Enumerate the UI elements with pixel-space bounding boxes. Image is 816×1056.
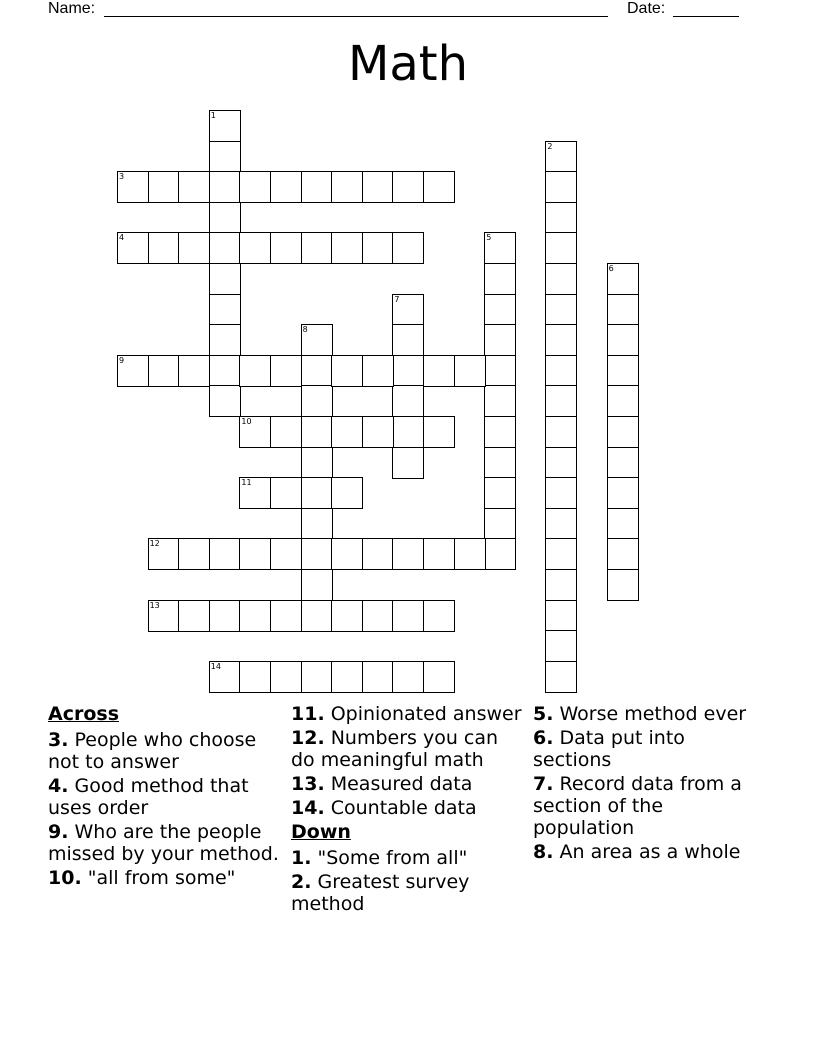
crossword-cell[interactable] [331, 416, 363, 448]
clue-number: 3 [119, 172, 125, 182]
crossword-cell[interactable] [362, 661, 394, 693]
crossword-cell[interactable] [209, 661, 241, 693]
crossword-cell[interactable] [545, 294, 577, 326]
clue-down-6: 6. Data put into sections [533, 727, 685, 771]
crossword-cell[interactable] [484, 385, 516, 417]
crossword-cell[interactable] [607, 355, 639, 387]
clue-number: 11 [241, 478, 252, 488]
crossword-cell[interactable] [423, 661, 455, 693]
crossword-cell[interactable] [239, 232, 271, 264]
crossword-cell[interactable] [423, 416, 455, 448]
clue-column-2 [291, 703, 523, 917]
crossword-cell[interactable] [484, 477, 516, 509]
crossword-cell[interactable] [362, 171, 394, 203]
crossword-cell[interactable] [331, 232, 363, 264]
crossword-cell[interactable] [209, 263, 241, 295]
crossword-cell[interactable] [148, 538, 180, 570]
crossword-cell[interactable] [301, 477, 333, 509]
crossword-cell[interactable] [301, 355, 333, 387]
clue-across-13: 13. Measured data [291, 773, 473, 795]
clue-across-10: 10. "all from some" [48, 867, 236, 889]
crossword-cell[interactable] [178, 232, 210, 264]
clue-number: 1 [210, 111, 216, 120]
crossword-cell[interactable] [331, 171, 363, 203]
crossword-cell[interactable] [117, 232, 149, 264]
crossword-cell[interactable] [484, 294, 516, 326]
crossword-cell[interactable] [239, 355, 271, 387]
crossword-cell[interactable] [148, 232, 180, 264]
crossword-cell[interactable] [607, 538, 639, 570]
crossword-cell[interactable] [545, 385, 577, 417]
crossword-cell[interactable] [484, 232, 516, 264]
clue-across-11: 11. Opinionated answer [291, 703, 522, 725]
clue-number: 10 [241, 417, 252, 426]
crossword-cell[interactable] [301, 661, 333, 693]
crossword-cell[interactable] [545, 538, 577, 570]
crossword-cell[interactable] [545, 141, 577, 173]
crossword-cell[interactable] [362, 600, 394, 632]
page-title: Math [347, 36, 469, 92]
crossword-cell[interactable] [178, 355, 210, 387]
crossword-cell[interactable] [607, 263, 639, 295]
crossword-cell[interactable] [484, 447, 516, 479]
clue-number: 4 [119, 233, 125, 243]
crossword-cell[interactable] [239, 661, 271, 693]
crossword-cell[interactable] [545, 263, 577, 295]
crossword-cell[interactable] [484, 538, 516, 570]
crossword-cell[interactable] [209, 538, 241, 570]
crossword-cell[interactable] [545, 355, 577, 387]
crossword-cell[interactable] [270, 600, 302, 632]
crossword-cell[interactable] [301, 538, 333, 570]
crossword-cell[interactable] [301, 324, 333, 356]
crossword-cell[interactable] [178, 171, 210, 203]
crossword-cell[interactable] [301, 385, 333, 417]
crossword-cell[interactable] [270, 232, 302, 264]
crossword-cell[interactable] [209, 110, 241, 142]
crossword-cell[interactable] [545, 630, 577, 662]
crossword-cell[interactable] [209, 171, 241, 203]
crossword-cell[interactable] [454, 355, 486, 387]
crossword-cell[interactable] [331, 355, 363, 387]
crossword-cell[interactable] [148, 355, 180, 387]
crossword-cell[interactable] [392, 171, 424, 203]
crossword-cell[interactable] [270, 661, 302, 693]
clue-down-7: 7. Record data from a section of the population [533, 773, 742, 839]
crossword-cell[interactable] [301, 232, 333, 264]
crossword-cell[interactable] [607, 569, 639, 601]
crossword-cell[interactable] [545, 416, 577, 448]
crossword-cell[interactable] [178, 538, 210, 570]
clue-across-4: 4. Good method that uses order [48, 775, 249, 819]
crossword-cell[interactable] [423, 538, 455, 570]
crossword-cell[interactable] [209, 385, 241, 417]
crossword-cell[interactable] [301, 447, 333, 479]
clue-down-5: 5. Worse method ever [533, 703, 747, 725]
crossword-cell[interactable] [392, 294, 424, 326]
crossword-cell[interactable] [270, 477, 302, 509]
crossword-cell[interactable] [209, 202, 241, 234]
crossword-cell[interactable] [178, 600, 210, 632]
clue-number: 8 [302, 325, 308, 335]
crossword-cell[interactable] [148, 600, 180, 632]
down-heading: Down [291, 821, 351, 843]
clue-number: 9 [119, 355, 125, 365]
crossword-cell[interactable] [392, 661, 424, 693]
clue-down-2: 2. Greatest survey method [291, 871, 470, 915]
crossword-cell[interactable] [301, 600, 333, 632]
crossword-cell[interactable] [484, 355, 516, 387]
across-heading: Across [48, 703, 120, 725]
crossword-cell[interactable] [209, 355, 241, 387]
crossword-cell[interactable] [270, 416, 302, 448]
crossword-cell[interactable] [545, 600, 577, 632]
name-label: Name: [48, 0, 96, 17]
clue-number: 14 [210, 661, 221, 671]
crossword-cell[interactable] [607, 416, 639, 448]
crossword-cell[interactable] [331, 600, 363, 632]
crossword-cell[interactable] [392, 324, 424, 356]
crossword-cell[interactable] [484, 263, 516, 295]
crossword-cell[interactable] [239, 171, 271, 203]
crossword-cell[interactable] [607, 508, 639, 540]
crossword-cell[interactable] [148, 171, 180, 203]
crossword-cell[interactable] [301, 569, 333, 601]
crossword-cell[interactable] [545, 232, 577, 264]
crossword-cell[interactable] [392, 355, 424, 387]
crossword-cell[interactable] [209, 324, 241, 356]
clue-number: 2 [547, 141, 553, 151]
crossword-cell[interactable] [607, 324, 639, 356]
clue-across-12: 12. Numbers you can do meaningful math [291, 727, 499, 771]
crossword-cell[interactable] [454, 538, 486, 570]
crossword-cell[interactable] [239, 538, 271, 570]
crossword-cell[interactable] [423, 600, 455, 632]
crossword-cell[interactable] [301, 416, 333, 448]
crossword-cell[interactable] [484, 324, 516, 356]
crossword-cell[interactable] [484, 416, 516, 448]
crossword-cell[interactable] [607, 477, 639, 509]
clue-number: 5 [486, 233, 492, 243]
crossword-cell[interactable] [331, 661, 363, 693]
clue-number: 6 [608, 264, 614, 273]
clue-across-3: 3. People who choose not to answer [48, 729, 257, 773]
crossword-cell[interactable] [270, 355, 302, 387]
crossword-cell[interactable] [423, 355, 455, 387]
crossword-cell[interactable] [545, 661, 577, 693]
crossword-cell[interactable] [239, 416, 271, 448]
crossword-cell[interactable] [209, 600, 241, 632]
crossword-cell[interactable] [362, 232, 394, 264]
crossword-cell[interactable] [607, 447, 639, 479]
clue-column-3 [533, 703, 763, 865]
clue-across-9: 9. Who are the people missed by your method. [48, 821, 279, 865]
crossword-cell[interactable] [423, 171, 455, 203]
crossword-cell[interactable] [484, 508, 516, 540]
crossword-cell[interactable] [392, 600, 424, 632]
clue-column-1 [48, 703, 288, 891]
crossword-cell[interactable] [362, 538, 394, 570]
crossword-cell[interactable] [239, 477, 271, 509]
crossword-cell[interactable] [301, 171, 333, 203]
crossword-cell[interactable] [545, 324, 577, 356]
crossword-cell[interactable] [362, 416, 394, 448]
crossword-cell[interactable] [545, 202, 577, 234]
clue-down-1: 1. "Some from all" [291, 847, 468, 869]
clue-number: 12 [149, 539, 160, 549]
crossword-cell[interactable] [362, 355, 394, 387]
crossword-cell[interactable] [607, 294, 639, 326]
crossword-cell[interactable] [545, 447, 577, 479]
crossword-cell[interactable] [392, 538, 424, 570]
crossword-cell[interactable] [209, 232, 241, 264]
clue-across-14: 14. Countable data [291, 797, 477, 819]
crossword-cell[interactable] [607, 385, 639, 417]
crossword-cell[interactable] [209, 294, 241, 326]
crossword-cell[interactable] [331, 477, 363, 509]
crossword-cell[interactable] [392, 416, 424, 448]
crossword-cell[interactable] [331, 538, 363, 570]
crossword-cell[interactable] [270, 171, 302, 203]
crossword-cell[interactable] [545, 477, 577, 509]
date-label: Date: [627, 0, 666, 17]
crossword-cell[interactable] [545, 569, 577, 601]
crossword-cell[interactable] [392, 232, 424, 264]
crossword-cell[interactable] [301, 508, 333, 540]
crossword-cell[interactable] [392, 385, 424, 417]
clue-down-8: 8. An area as a whole [533, 841, 741, 863]
clue-number: 7 [394, 294, 400, 304]
clue-number: 13 [149, 600, 160, 610]
crossword-cell[interactable] [392, 447, 424, 479]
crossword-cell[interactable] [270, 538, 302, 570]
crossword-cell[interactable] [117, 171, 149, 203]
crossword-cell[interactable] [209, 141, 241, 173]
crossword-cell[interactable] [239, 600, 271, 632]
crossword-cell[interactable] [545, 171, 577, 203]
crossword-cell[interactable] [117, 355, 149, 387]
crossword-cell[interactable] [545, 508, 577, 540]
